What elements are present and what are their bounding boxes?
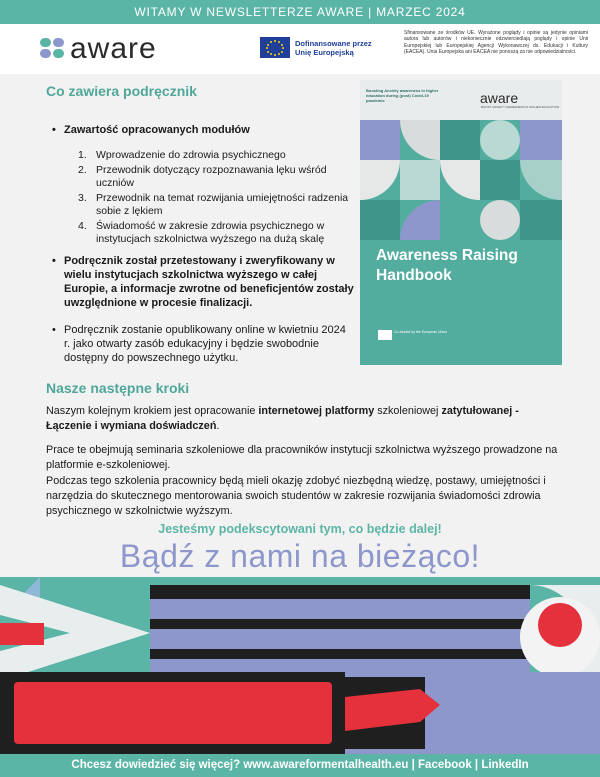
- list-item: [78, 164, 358, 190]
- eu-badge-line1: Dofinansowane przez: [295, 38, 372, 48]
- funding-disclaimer: Sfinansowane ze środków UE. Wyrażone poglądy i opinie są jedynie opiniami autora lub autorów i niekoniecznie odzwierciedlają poglądy i opinie Unii Europejskiej lub Europejskiej Agencji Wykonawczej ds. Edukacji i Kultury (EACEA). Unia Europejska ani EACEA nie ponoszą za nie odpowiedzialności.: [404, 30, 588, 56]
- footer-bar: Chcesz dowiedzieć się więcej? www.awareformentalhealth.eu | Facebook | LinkedIn: [0, 754, 600, 777]
- newsletter-banner: WITAMY W NEWSLETTERZE AWARE | MARZEC 2024: [0, 0, 600, 24]
- module-text: Przewodnik dotyczący rozpoznawania lęku wśród uczniów: [96, 164, 327, 189]
- cover-subtitle: Boosting Anxiety awareness in higher education during (post) Covid-19 pandemic: [366, 88, 439, 104]
- linkedin-link[interactable]: LinkedIn: [481, 759, 529, 771]
- modules-list: [78, 149, 358, 248]
- bullet-tested: • Podręcznik został przetestowany i zweryfikowany w wielu instytucjach szkolnictwa wyższego w całej Europie, a informacje zwrotne od beneficjentów zostały uwzględnione w procesie finalizacji.: [64, 254, 354, 310]
- list-number: 2.: [78, 164, 87, 176]
- module-text: Wprowadzenie do zdrowia psychicznego: [96, 149, 286, 161]
- list-item: [78, 149, 358, 162]
- handbook-cover-image: [360, 80, 562, 365]
- website-link[interactable]: www.awareformentalhealth.eu: [243, 759, 409, 771]
- eu-flag-icon: [260, 37, 290, 58]
- facebook-link[interactable]: Facebook: [418, 759, 472, 771]
- cover-pattern: [360, 80, 562, 365]
- list-number: 3.: [78, 192, 87, 204]
- excited-tagline: Jesteśmy podekscytowani tym, co będzie dalej!: [158, 522, 442, 536]
- pencil-illustration: [0, 577, 600, 754]
- cover-title: Awareness Raising Handbook: [376, 247, 518, 284]
- module-text: Przewodnik na temat rozwijania umiejętności radzenia sobie z lękiem: [96, 192, 349, 217]
- list-item: [78, 220, 358, 246]
- eu-cofunded-badge: [260, 37, 377, 58]
- logo-text: aware: [70, 32, 157, 65]
- next-steps-paragraph-3: Podczas tego szkolenia pracownicy będą mieli okazję zdobyć niezbędną wiedzę, postawy, umiejętności i narzędzia do skutecznego mentorowania swoich studentów w zakresie rozwijania świadomości zdrowia psychicznego w szkolnictwie wyższym.: [46, 475, 546, 517]
- footer-prefix: Chcesz dowiedzieć się więcej?: [71, 759, 244, 771]
- list-number: 4.: [78, 220, 87, 232]
- next-steps-paragraph-1: Naszym kolejnym krokiem jest opracowanie internetowej platformy szkoleniowej zatytułowanej - Łączenie i wymiana doświadczeń.: [46, 405, 519, 432]
- eu-badge-line2: Unię Europejską: [295, 47, 354, 57]
- list-item: [78, 192, 358, 218]
- header: [0, 24, 600, 74]
- section-heading-handbook: Co zawiera podręcznik: [46, 83, 197, 99]
- cover-eu-flag-icon: [378, 330, 392, 340]
- bullet-modules: • Zawartość opracowanych modułów: [64, 123, 324, 137]
- cover-logo-text: aware: [480, 90, 519, 106]
- cover-logo-sub: BOOST ANXIETY AWARENESS IN HIGHER EDUCATION: [481, 105, 560, 109]
- section-heading-next-steps: Nasze następne kroki: [46, 380, 190, 396]
- bullet-publication: • Podręcznik zostanie opublikowany online w kwietniu 2024 r. jako otwarty zasób edukacyjny i będzie swobodnie dostępny do powszechnego użytku.: [64, 323, 354, 365]
- stay-tuned-headline: Bądź z nami na bieżąco!: [119, 538, 481, 574]
- next-steps-paragraph-2: Prace te obejmują seminaria szkoleniowe dla pracowników instytucji szkolnictwa wyższego prowadzone na platformie e-szkoleniowej.: [46, 444, 558, 471]
- aware-logo-icon: [40, 38, 66, 60]
- aware-logo: [40, 34, 157, 64]
- cover-eu-text: Co-funded by the European Union: [394, 330, 448, 334]
- list-number: 1.: [78, 149, 87, 161]
- module-text: Świadomość w zakresie zdrowia psychicznego w instytucjach szkolnictwa wyższego na dużą skalę: [96, 220, 325, 245]
